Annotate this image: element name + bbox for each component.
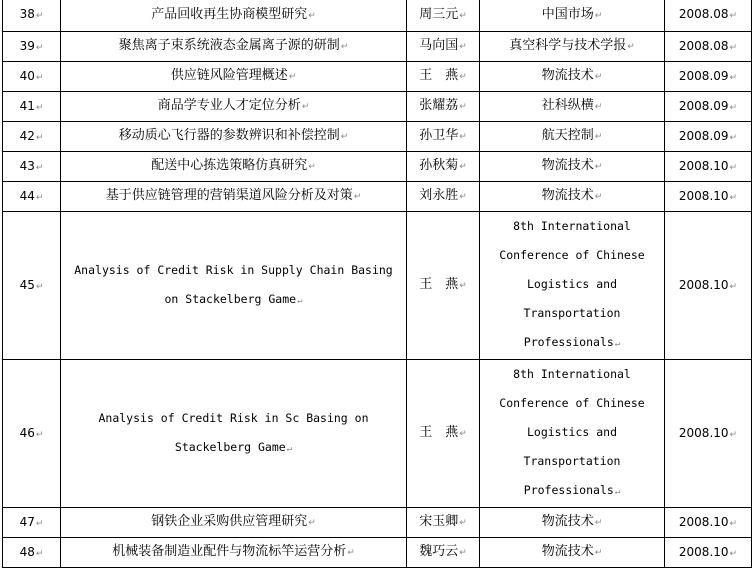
row-number: 45↵	[3, 212, 61, 360]
journal: 航天控制↵	[480, 122, 665, 152]
table-row	[3, 360, 752, 508]
row-number: 47↵	[3, 508, 61, 538]
row-number: 42↵	[3, 122, 61, 152]
publish-date: 2008.08↵	[665, 0, 752, 32]
table-row	[3, 62, 752, 92]
author: 孙秋菊↵	[407, 152, 480, 182]
row-number: 44↵	[3, 182, 61, 212]
journal-line: Logistics and	[526, 425, 617, 439]
journal: 社科纵横↵	[480, 92, 665, 122]
publish-date: 2008.09↵	[665, 92, 752, 122]
paper-title: 商品学专业人才定位分析↵	[61, 92, 407, 122]
journal-line: Conference of Chinese	[499, 396, 645, 410]
journal-line: Professionals↵	[523, 483, 621, 497]
journal: 物流技术↵	[480, 62, 665, 92]
publish-date: 2008.08↵	[665, 32, 752, 62]
title-line: Analysis of Credit Risk in Supply Chain Basing	[74, 262, 393, 277]
publish-date: 2008.10↵	[665, 182, 752, 212]
author: 宋玉卿↵	[407, 508, 480, 538]
table-row	[3, 0, 752, 32]
publish-date: 2008.09↵	[665, 122, 752, 152]
table-row	[3, 508, 752, 538]
row-number: 48↵	[3, 538, 61, 568]
journal	[480, 360, 665, 508]
author: 王 燕↵	[407, 360, 480, 508]
journal-line: 8th International	[513, 367, 631, 381]
table-row	[3, 92, 752, 122]
paper-title: 机械装备制造业配件与物流标竿运营分析↵	[61, 538, 407, 568]
table-row	[3, 32, 752, 62]
journal: 物流技术↵	[480, 152, 665, 182]
author: 王 燕↵	[407, 212, 480, 360]
journal: 物流技术↵	[480, 538, 665, 568]
author: 马向国↵	[407, 32, 480, 62]
journal-line: Transportation	[523, 306, 621, 320]
paper-title	[61, 360, 407, 508]
paper-title: 基于供应链管理的营销渠道风险分析及对策↵	[61, 182, 407, 212]
title-line: Stackelberg Game↵	[174, 439, 293, 454]
table-row	[3, 212, 752, 360]
author: 刘永胜↵	[407, 182, 480, 212]
paper-title: 钢铁企业采购供应管理研究↵	[61, 508, 407, 538]
journal-line: 8th International	[513, 219, 631, 233]
publish-date: 2008.09↵	[665, 62, 752, 92]
paper-title: 聚焦离子束系统液态金属离子源的研制↵	[61, 32, 407, 62]
paper-title: 配送中心拣选策略仿真研究↵	[61, 152, 407, 182]
row-number: 39↵	[3, 32, 61, 62]
journal	[480, 212, 665, 360]
journal-line: Transportation	[523, 454, 621, 468]
author: 王 燕↵	[407, 62, 480, 92]
row-number: 46↵	[3, 360, 61, 508]
journal: 物流技术↵	[480, 182, 665, 212]
publish-date: 2008.10↵	[665, 508, 752, 538]
journal-line: Logistics and	[526, 277, 617, 291]
journal: 真空科学与技术学报↵	[480, 32, 665, 62]
publication-table	[2, 0, 752, 568]
publish-date: 2008.10↵	[665, 212, 752, 360]
publish-date: 2008.10↵	[665, 538, 752, 568]
row-number: 43↵	[3, 152, 61, 182]
paper-title: 产品回收再生协商模型研究↵	[61, 0, 407, 32]
author: 张耀荔↵	[407, 92, 480, 122]
row-number: 40↵	[3, 62, 61, 92]
title-line: on Stackelberg Game↵	[164, 291, 303, 306]
row-number: 41↵	[3, 92, 61, 122]
table-row	[3, 538, 752, 568]
journal: 物流技术↵	[480, 508, 665, 538]
paper-title	[61, 212, 407, 360]
publish-date: 2008.10↵	[665, 360, 752, 508]
table-row	[3, 182, 752, 212]
row-number: 38↵	[3, 0, 61, 32]
publish-date: 2008.10↵	[665, 152, 752, 182]
table-row	[3, 152, 752, 182]
paper-title: 供应链风险管理概述↵	[61, 62, 407, 92]
author: 周三元↵	[407, 0, 480, 32]
author: 魏巧云↵	[407, 538, 480, 568]
table-row	[3, 122, 752, 152]
paper-title: 移动质心飞行器的参数辨识和补偿控制↵	[61, 122, 407, 152]
journal-line: Conference of Chinese	[499, 248, 645, 262]
journal: 中国市场↵	[480, 0, 665, 32]
title-line: Analysis of Credit Risk in Sc Basing on	[98, 410, 369, 425]
journal-line: Professionals↵	[523, 335, 621, 349]
author: 孙卫华↵	[407, 122, 480, 152]
